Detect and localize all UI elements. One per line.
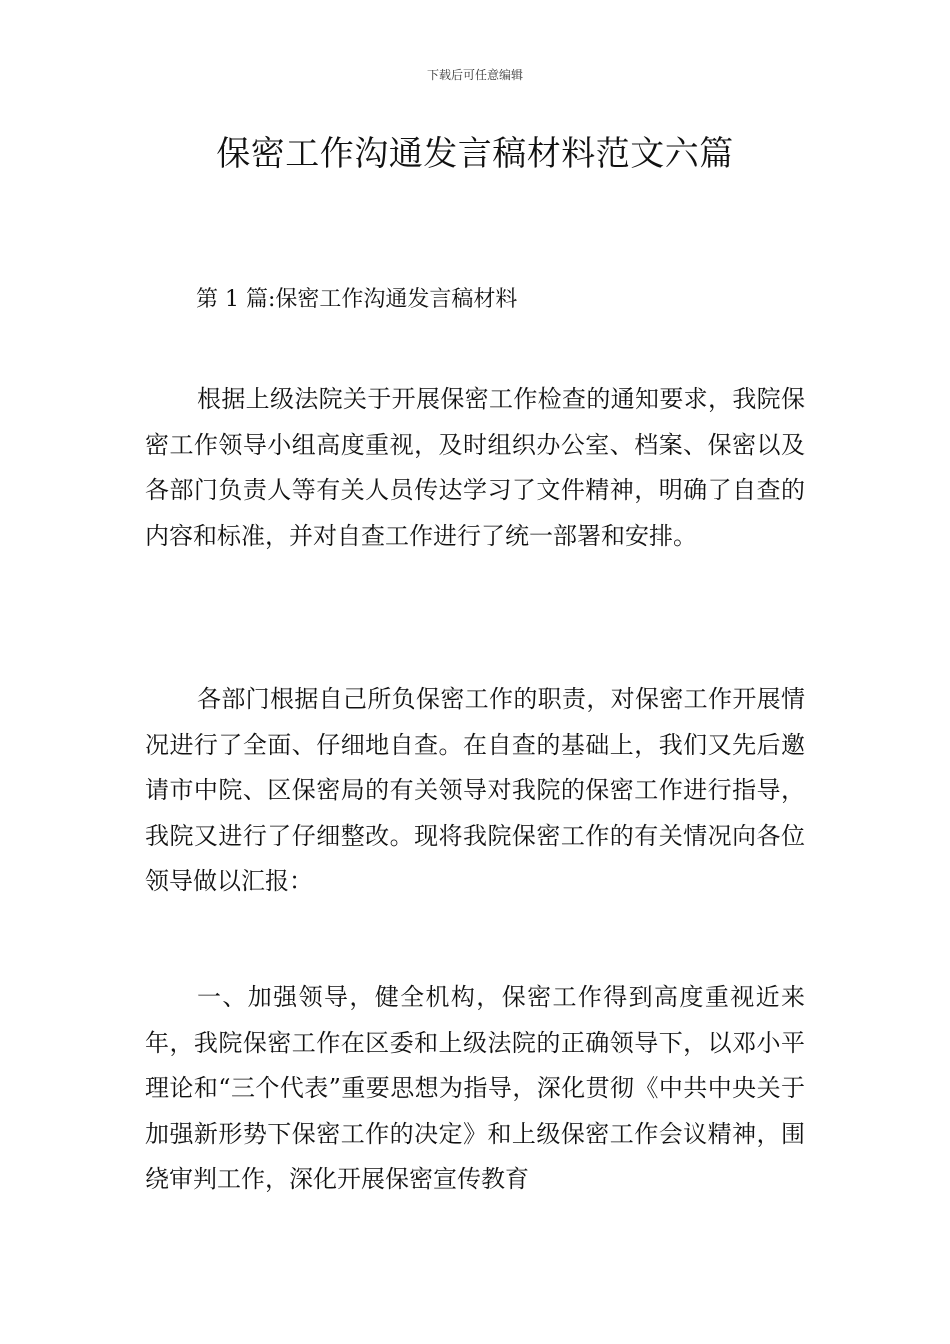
- paragraph-2: 各部门根据自己所负保密工作的职责，对保密工作开展情况进行了全面、仔细地自查。在自查的基础上，我们又先后邀请市中院、区保密局的有关领导对我院的保密工作进行指导，我院又进行了仔细整改。现将我院保密工作的有关情况向各位领导做以汇报：: [145, 685, 805, 895]
- paragraph-1: 根据上级法院关于开展保密工作检查的通知要求，我院保密工作领导小组高度重视，及时组织办公室、档案、保密以及各部门负责人等有关人员传达学习了文件精神，明确了自查的内容和标准，并对自查工作进行了统一部署和安排。: [145, 385, 805, 550]
- header-note: 下载后可任意编辑: [426, 68, 523, 82]
- section-heading: 第 1 篇:保密工作沟通发言稿材料: [196, 287, 518, 312]
- document-title: 保密工作沟通发言稿材料范文六篇: [216, 134, 734, 174]
- paragraph-3: 一、加强领导，健全机构，保密工作得到高度重视近来年，我院保密工作在区委和上级法院的正确领导下，以邓小平理论和“三个代表”重要思想为指导，深化贯彻《中共中央关于加强新形势下保密工作的决定》和上级保密工作会议精神，围绕审判工作，深化开展保密宣传教育: [145, 983, 805, 1193]
